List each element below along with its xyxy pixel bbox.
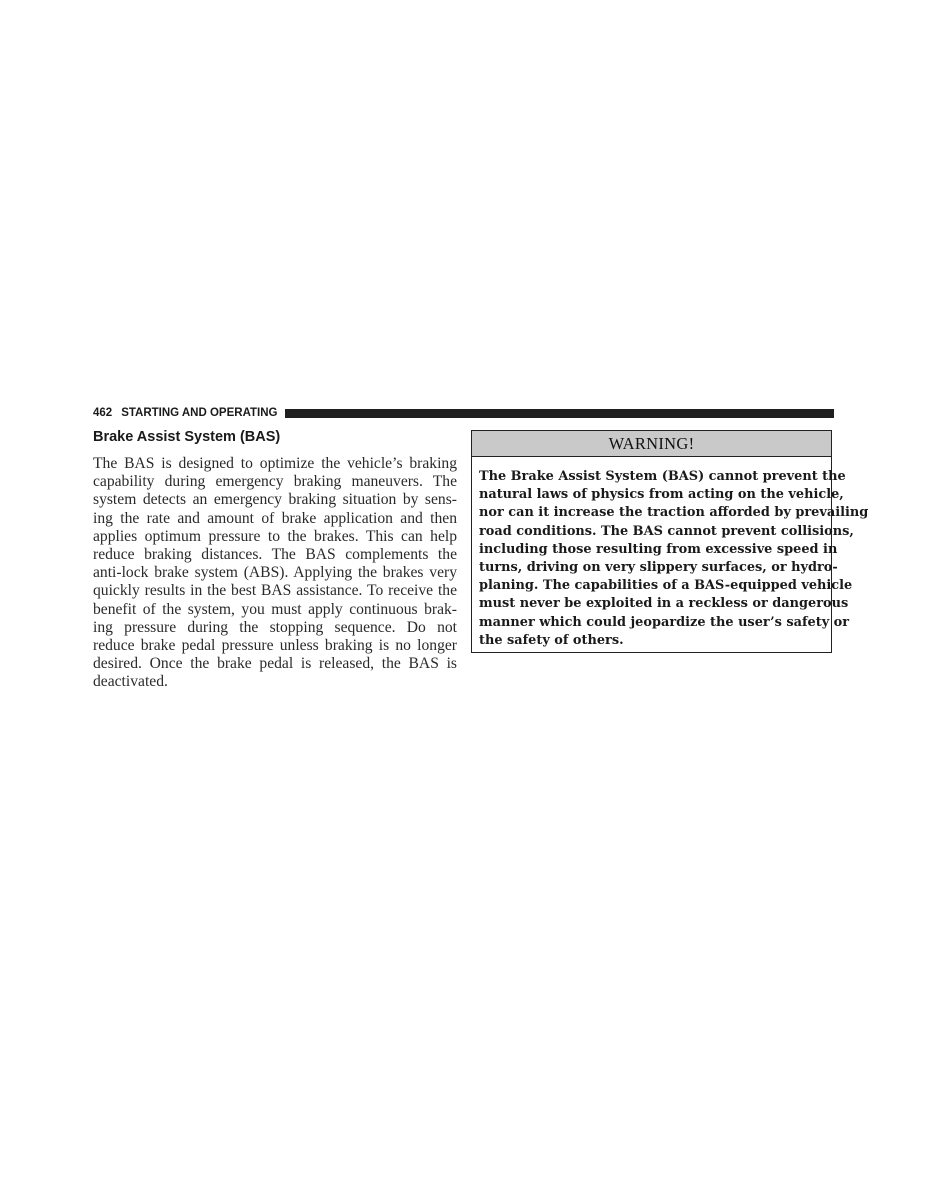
bas-line: deactivated. — [93, 673, 168, 691]
warning-text — [472, 457, 869, 650]
bas-line: capability during emergency braking maneuvers. The — [93, 473, 457, 491]
bas-line: desired. Once the brake pedal is released, the BAS is — [93, 655, 457, 673]
warning-line: planing. The capabilities of a BAS-equipped vehicle — [479, 578, 853, 594]
page-number: 462 — [93, 407, 113, 419]
section-title: STARTING AND OPERATING — [121, 407, 278, 419]
bas-line: reduce brake pedal pressure unless braking is no longer — [93, 637, 457, 655]
bas-line: quickly results in the best BAS assistance. To receive the — [93, 582, 457, 600]
bas-line: The BAS is designed to optimize the vehicle’s braking — [93, 455, 457, 472]
bas-heading: Brake Assist System (BAS) — [93, 429, 281, 445]
bas-section — [93, 427, 457, 692]
warning-line: The Brake Assist System (BAS) cannot prevent the — [479, 469, 846, 484]
warning-title: WARNING! — [472, 431, 831, 457]
warning-line: nor can it increase the traction afforded by prevailing — [479, 505, 869, 521]
bas-paragraph — [93, 455, 457, 692]
warning-line: natural laws of physics from acting on the vehicle, — [479, 487, 844, 503]
warning-line: manner which could jeopardize the user’s safety or — [479, 614, 850, 630]
warning-box — [471, 430, 869, 653]
bas-line: ing the rate and amount of brake application and then — [93, 509, 457, 527]
bas-line: system detects an emergency braking situation by sens- — [93, 491, 457, 509]
bas-line: benefit of the system, you must apply continuous brak- — [93, 600, 457, 618]
warning-line: the safety of others. — [479, 632, 624, 648]
bas-line: ing pressure during the stopping sequence. Do not — [93, 618, 457, 636]
warning-line: must never be exploited in a reckless or dangerous — [479, 596, 849, 612]
warning-line: road conditions. The BAS cannot prevent collisions, — [479, 523, 854, 539]
bas-line: applies optimum pressure to the brakes. This can help — [93, 527, 457, 545]
bas-line: reduce braking distances. The BAS complements the — [93, 546, 457, 564]
header-rule — [285, 409, 835, 418]
bas-line: anti-lock brake system (ABS). Applying the brakes very — [93, 564, 457, 582]
warning-line: turns, driving on very slippery surfaces, or hydro- — [479, 560, 838, 576]
warning-line: including those resulting from excessive speed in — [479, 541, 838, 557]
running-header — [93, 405, 834, 421]
